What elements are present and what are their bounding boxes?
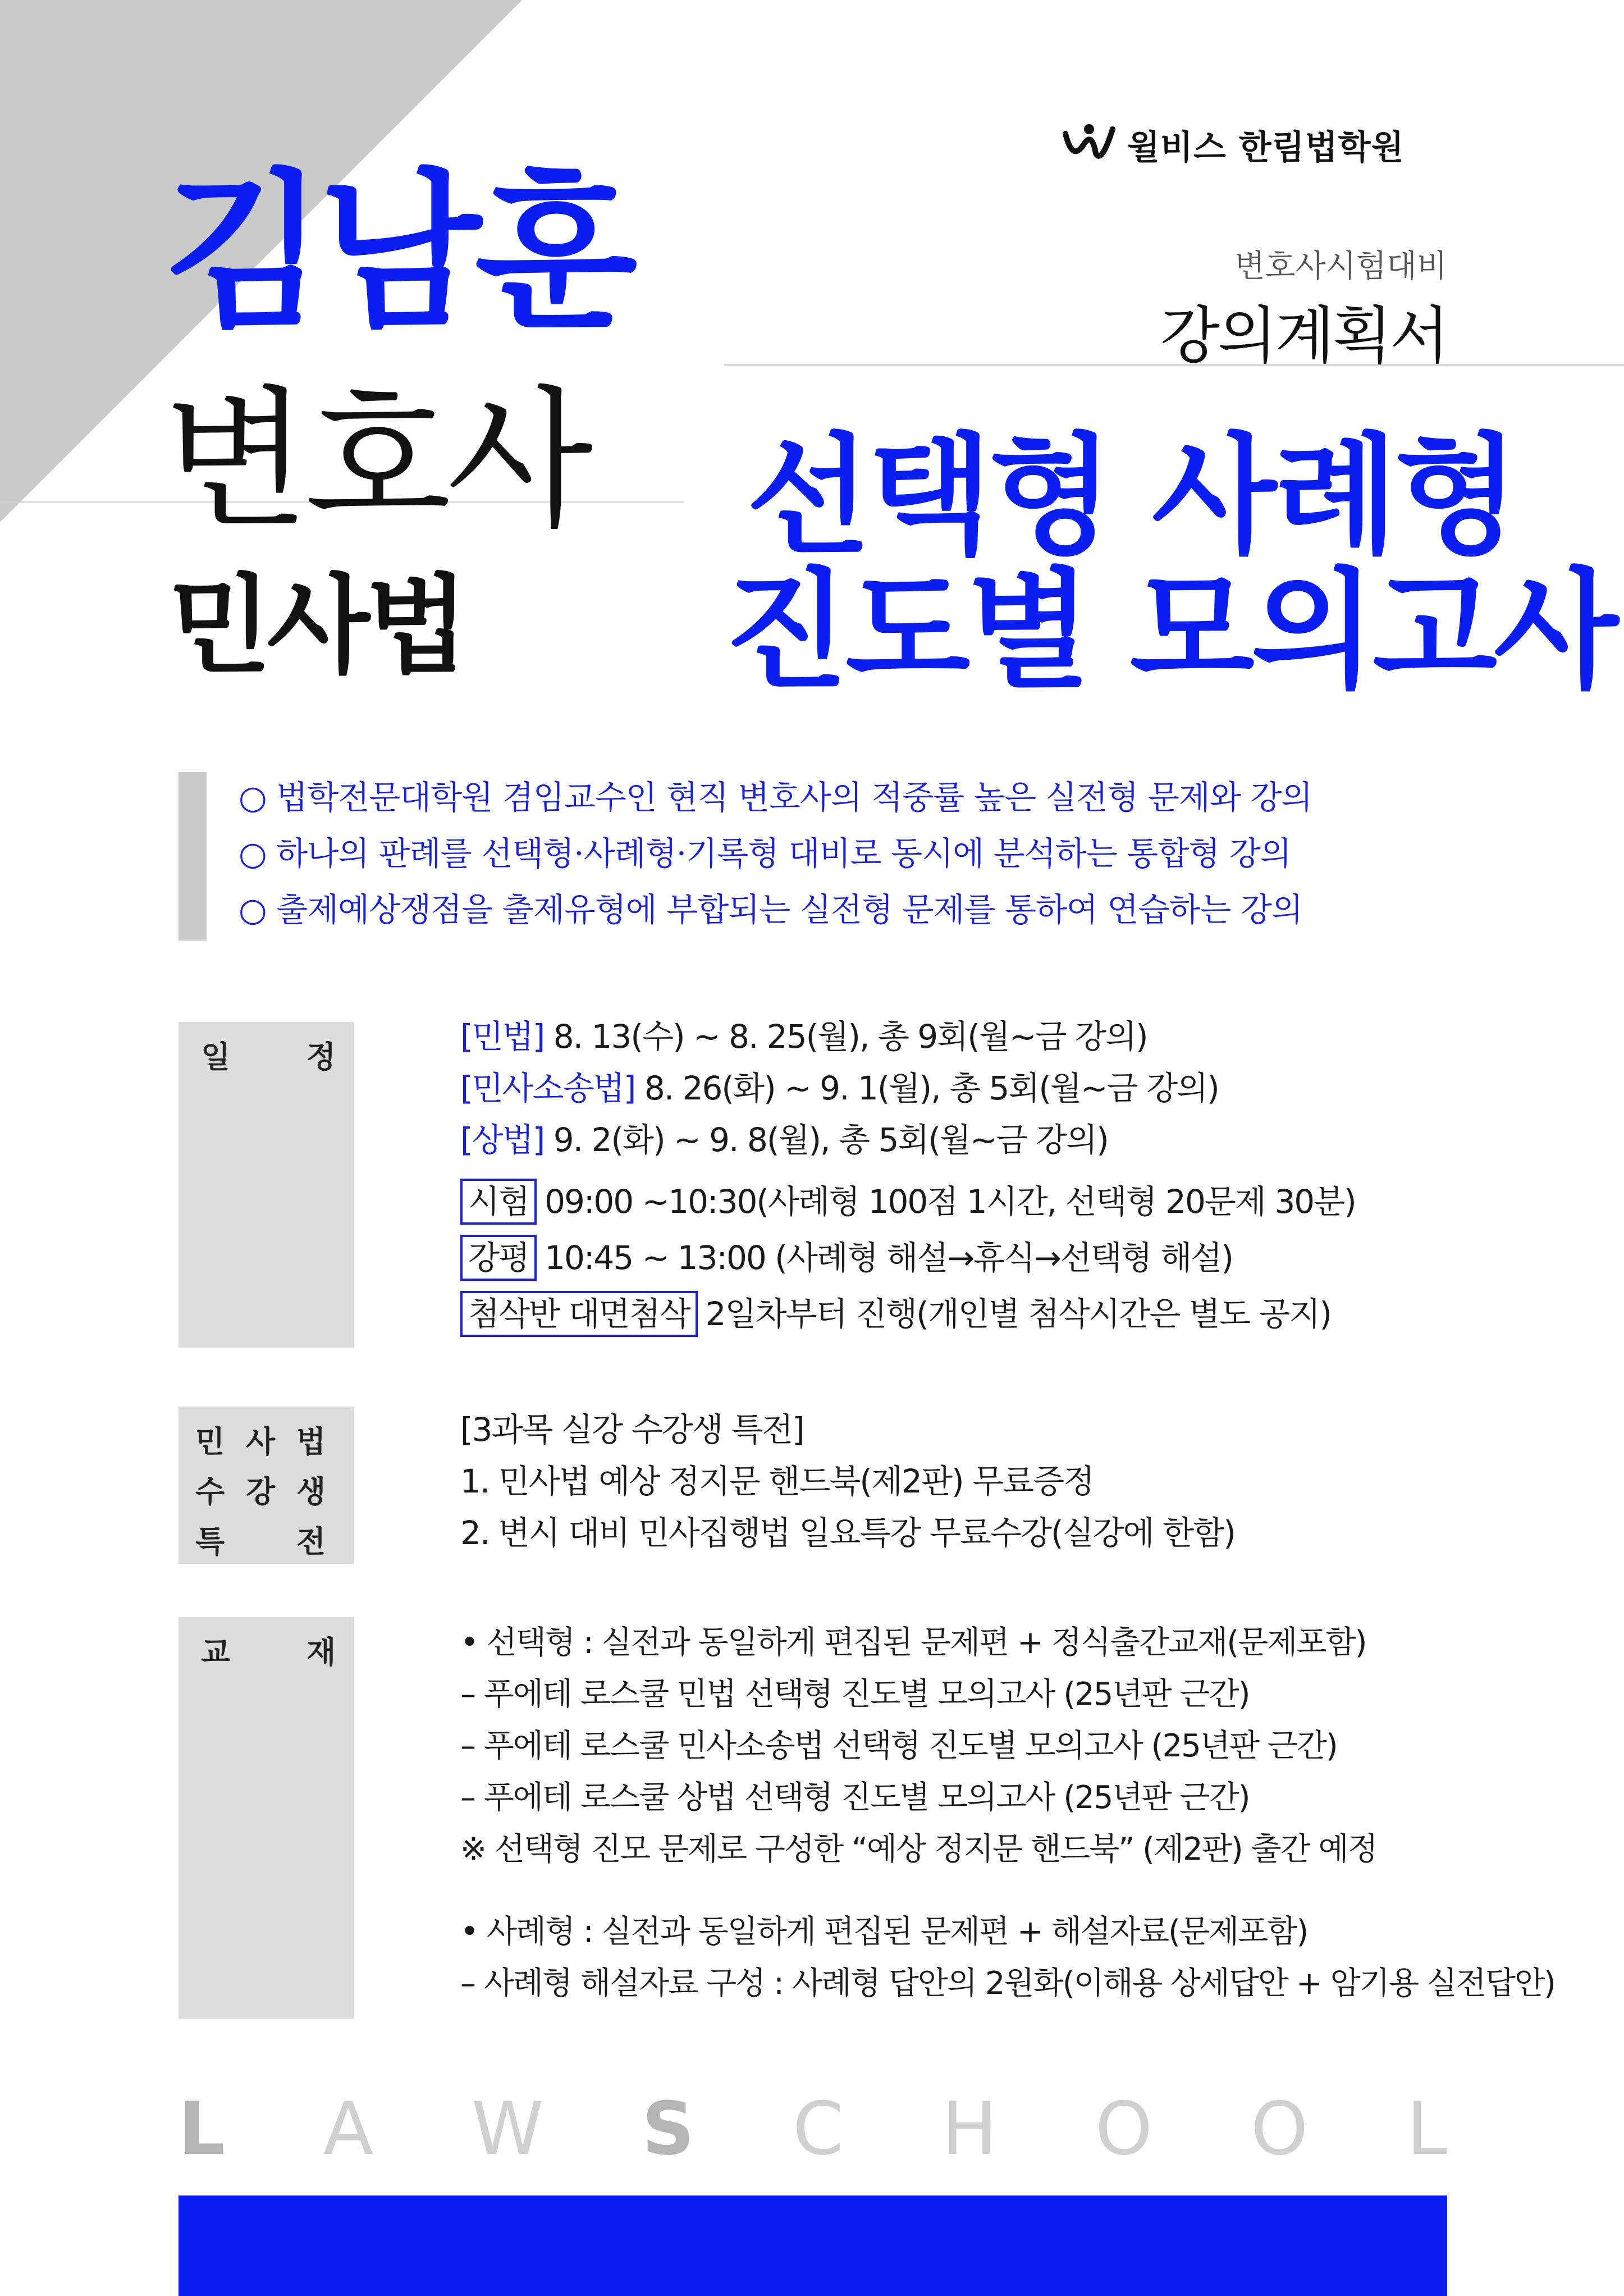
document-title: 강의계획서 — [1160, 300, 1447, 372]
textbook-details — [460, 1617, 1555, 2010]
textbook-label-box — [179, 1617, 354, 2019]
brand-mark-icon — [1061, 122, 1117, 167]
subject-title: 민사법 — [168, 564, 464, 688]
benefits-label-char: 특 — [195, 1524, 225, 1559]
schedule-box-text: 09:00 ~10:30(사례형 100점 1시간, 선택형 20문제 30분) — [545, 1183, 1356, 1221]
schedule-row — [460, 1114, 1356, 1166]
schedule-box-tag: 시험 — [460, 1179, 537, 1225]
schedule-row — [460, 1062, 1356, 1114]
benefits-label-char: 강 — [246, 1474, 276, 1509]
textbook-line: – 푸에테 로스쿨 민사소송법 선택형 진도별 모의고사 (25년판 근간) — [460, 1728, 1337, 1764]
benefits-label-char — [246, 1518, 296, 1561]
brand-logo — [1061, 121, 1405, 169]
textbook-line: – 사례형 해설자료 구성 : 사례형 답안의 2원화(이해용 상세답안 + 암기용 실전답안) — [460, 1965, 1555, 2002]
textbook-line: • 사례형 : 실전과 동일하게 편집된 문제편 + 해설자료(문제포함) — [460, 1914, 1308, 1950]
lawschool-letter: L — [1406, 2086, 1447, 2171]
brand-logo-text: 윌비스 한림법학원 — [1127, 128, 1405, 167]
textbook-gap — [460, 1875, 1555, 1906]
feature-item: ○ 법학전문대학원 겸임교수인 현직 변호사의 적중률 높은 실전형 문제와 강의 — [239, 778, 1312, 816]
schedule-row — [460, 1011, 1356, 1062]
benefits-label-char: 생 — [296, 1474, 326, 1509]
footer-blue-bar — [179, 2195, 1447, 2296]
schedule-row — [460, 1174, 1356, 1230]
schedule-subject-tag: [상법] — [460, 1121, 545, 1159]
lawschool-letter: W — [471, 2086, 544, 2171]
schedule-dates: 8. 13(수) ~ 8. 25(월), 총 9회(월~금 강의) — [544, 1017, 1147, 1056]
benefits-label-box — [179, 1407, 354, 1564]
course-title-line-1: 선택형 사례형 — [746, 422, 1516, 572]
schedule-box-tag: 강평 — [460, 1235, 537, 1281]
schedule-subject-tag: [민사소송법] — [460, 1069, 635, 1107]
lawschool-letter: H — [941, 2086, 997, 2171]
course-title — [724, 422, 1616, 706]
textbook-line: – 푸에테 로스쿨 민법 선택형 진도별 모의고사 (25년판 근간) — [460, 1676, 1250, 1713]
lawschool-letter: O — [1095, 2086, 1153, 2171]
textbook-label-2: 재 — [306, 1635, 336, 1670]
feature-item: ○ 출제예상쟁점을 출제유형에 부합되는 실전형 문제를 통하여 연습하는 강의 — [239, 891, 1302, 929]
benefits-details — [460, 1404, 1235, 1559]
schedule-box-text: 10:45 ~ 13:00 (사례형 해설→휴식→선택형 해설) — [545, 1239, 1233, 1277]
lawschool-letter: S — [642, 2086, 695, 2171]
textbook-line: • 선택형 : 실전과 동일하게 편집된 문제편 + 정식출간교재(문제포함) — [460, 1624, 1366, 1661]
schedule-dates: 9. 2(화) ~ 9. 8(월), 총 5회(월~금 강의) — [544, 1121, 1108, 1159]
instructor-name: 김남훈 — [163, 154, 631, 350]
schedule-label-box — [179, 1022, 354, 1348]
feature-list — [239, 769, 1312, 938]
benefits-label-char: 사 — [246, 1424, 276, 1459]
schedule-label-2: 정 — [306, 1039, 336, 1075]
lawschool-letter: C — [793, 2086, 844, 2171]
textbook-line: – 푸에테 로스쿨 상법 선택형 진도별 모의고사 (25년판 근간) — [460, 1779, 1250, 1816]
feature-accent-bar — [179, 772, 207, 941]
benefits-label-char: 법 — [296, 1424, 326, 1459]
benefits-label-char: 전 — [296, 1524, 326, 1559]
instructor-role: 변호사 — [163, 372, 589, 549]
exam-label: 변호사시험대비 — [1234, 248, 1447, 285]
lawschool-watermark — [179, 2086, 1447, 2171]
lawschool-letter: A — [323, 2086, 373, 2171]
benefit-item: 2. 변시 대비 민사집행법 일요특강 무료수강(실강에 한함) — [460, 1514, 1235, 1552]
schedule-row — [460, 1286, 1356, 1342]
schedule-dates: 8. 26(화) ~ 9. 1(월), 총 5회(월~금 강의) — [635, 1069, 1219, 1107]
schedule-label-1: 일 — [201, 1039, 231, 1075]
benefits-label-char: 수 — [195, 1474, 225, 1509]
schedule-box-tag: 첨삭반 대면첨삭 — [460, 1291, 698, 1337]
benefit-item: 1. 민사법 예상 정지문 핸드북(제2판) 무료증정 — [460, 1462, 1094, 1500]
schedule-box-text: 2일차부터 진행(개인별 첨삭시간은 별도 공지) — [705, 1295, 1332, 1333]
schedule-details — [460, 1011, 1356, 1342]
feature-item: ○ 하나의 판례를 선택형·사례형·기록형 대비로 동시에 분석하는 통합형 강의 — [239, 834, 1291, 873]
textbook-label-1: 교 — [201, 1635, 231, 1670]
textbook-line: ※ 선택형 진모 문제로 구성한 “예상 정지문 핸드북” (제2판) 출간 예정 — [460, 1831, 1377, 1868]
schedule-subject-tag: [민법] — [460, 1017, 545, 1056]
benefits-label-char: 민 — [195, 1424, 225, 1459]
lawschool-letter: O — [1251, 2086, 1309, 2171]
benefits-heading: [3과목 실강 수강생 특전] — [460, 1411, 804, 1449]
schedule-row — [460, 1230, 1356, 1286]
benefits-label — [195, 1418, 347, 1561]
course-title-line-2: 진도별 모의고사 — [724, 556, 1616, 706]
lawschool-letter: L — [179, 2086, 225, 2171]
